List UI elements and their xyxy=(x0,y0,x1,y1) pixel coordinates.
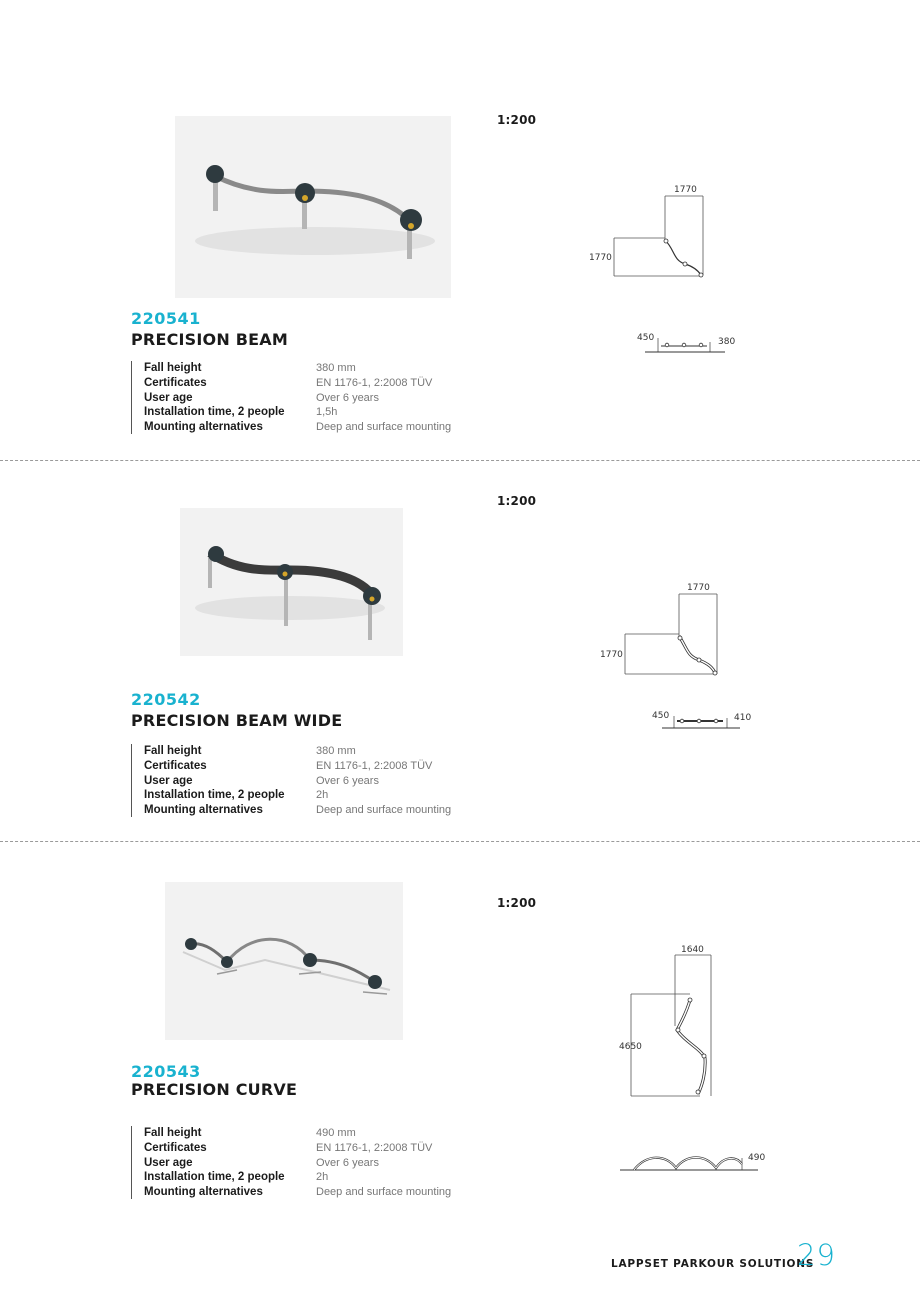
elevation-right-height: 380 xyxy=(718,337,736,347)
product-code: 220543 xyxy=(131,1062,201,1081)
spec-label: Certificates xyxy=(144,760,207,773)
spec-label: Mounting alternatives xyxy=(144,421,263,434)
product-photo xyxy=(165,882,403,1040)
spec-row-fall-height xyxy=(144,1126,451,1141)
spec-row-user-age xyxy=(144,1155,451,1170)
scale-label: 1:200 xyxy=(497,113,537,127)
spec-label: Installation time, 2 people xyxy=(144,406,285,419)
spec-value: Deep and surface mounting xyxy=(316,804,452,817)
spec-value: EN 1176-1, 2:2008 TÜV xyxy=(316,760,433,773)
footer-brand-label: LAPPSET PARKOUR SOLUTIONS xyxy=(611,1258,815,1270)
spec-label: Mounting alternatives xyxy=(144,804,263,817)
spec-label: User age xyxy=(144,774,193,787)
spec-label: Installation time, 2 people xyxy=(144,1171,285,1184)
spec-value: 380 mm xyxy=(316,362,356,375)
dimension-side-height: 4650 xyxy=(619,1042,642,1052)
product-code: 220542 xyxy=(131,690,201,709)
spec-value: 490 mm xyxy=(316,1127,356,1140)
scale-label: 1:200 xyxy=(497,896,537,910)
spec-label: Fall height xyxy=(144,745,202,758)
spec-label: User age xyxy=(144,391,193,404)
dimension-side-height: 1770 xyxy=(589,253,612,263)
spec-value: Over 6 years xyxy=(316,391,379,404)
spec-value: EN 1176-1, 2:2008 TÜV xyxy=(316,1142,433,1155)
spec-row-certificates xyxy=(144,1141,451,1156)
elevation-right-height: 490 xyxy=(748,1153,766,1163)
precision-curve-illustration xyxy=(165,882,403,1040)
dimension-top-width: 1770 xyxy=(687,583,710,593)
spec-label: Installation time, 2 people xyxy=(144,789,285,802)
spec-row-mounting xyxy=(144,1185,451,1200)
elevation-left-height: 450 xyxy=(637,333,655,343)
spec-row-installation-time xyxy=(144,1170,451,1185)
product-code: 220541 xyxy=(131,309,201,328)
product-name: PRECISION BEAM WIDE xyxy=(131,711,343,730)
product-name: PRECISION BEAM xyxy=(131,330,288,349)
dimension-top-width: 1770 xyxy=(674,185,697,195)
spec-value: EN 1176-1, 2:2008 TÜV xyxy=(316,377,433,390)
dimension-side-height: 1770 xyxy=(600,650,623,660)
spec-value: Over 6 years xyxy=(316,774,379,787)
spec-table xyxy=(131,1126,451,1199)
elevation-right-height: 410 xyxy=(734,713,752,723)
spec-value: 380 mm xyxy=(316,745,356,758)
dimension-top-width: 1640 xyxy=(681,945,704,955)
spec-value: 2h xyxy=(316,789,329,802)
spec-label: Fall height xyxy=(144,1127,202,1140)
product-name: PRECISION CURVE xyxy=(131,1080,298,1099)
spec-label: Mounting alternatives xyxy=(144,1186,263,1199)
page-number: 29 xyxy=(797,1238,836,1272)
spec-value: Deep and surface mounting xyxy=(316,421,452,434)
spec-value: 1,5h xyxy=(316,406,338,419)
spec-value: Deep and surface mounting xyxy=(316,1186,452,1199)
spec-value: Over 6 years xyxy=(316,1156,379,1169)
scale-label: 1:200 xyxy=(497,494,537,508)
technical-drawing xyxy=(610,938,780,1178)
spec-label: Fall height xyxy=(144,362,202,375)
spec-label: Certificates xyxy=(144,377,207,390)
spec-label: User age xyxy=(144,1156,193,1169)
elevation-left-height: 450 xyxy=(652,711,670,721)
spec-value: 2h xyxy=(316,1171,329,1184)
spec-label: Certificates xyxy=(144,1142,207,1155)
